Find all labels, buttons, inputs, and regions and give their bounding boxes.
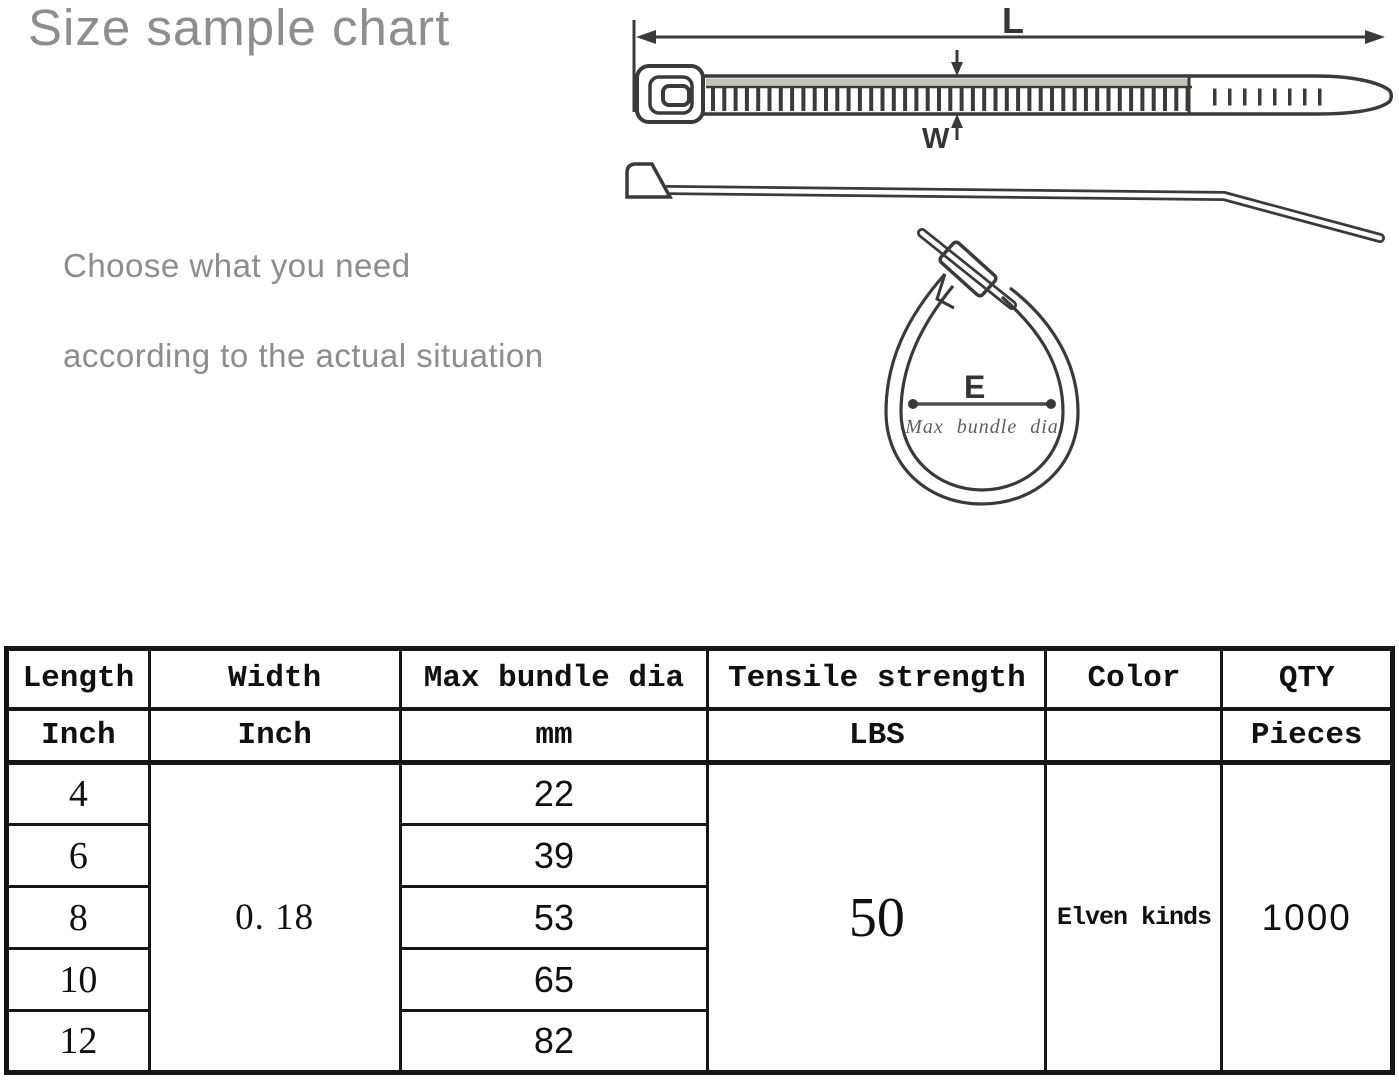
dia-value: 22 — [400, 763, 708, 825]
length-value: 8 — [7, 887, 150, 949]
cable-tie-side-view — [627, 164, 1380, 238]
tensile-strength-value: 50 — [708, 763, 1046, 1073]
width-label: W — [922, 123, 950, 155]
cable-tie-top-view — [634, 0, 1391, 155]
color-value: Elven kinds — [1046, 763, 1222, 1073]
note-line-1: Choose what you need — [63, 247, 411, 284]
length-value: 6 — [7, 825, 150, 887]
header-max-bundle-dia: Max bundle dia — [400, 649, 708, 709]
table-header-row — [7, 649, 1393, 709]
header-length: Length — [7, 649, 150, 709]
unit-max-bundle-dia: mm — [400, 709, 708, 763]
unit-tensile-strength: LBS — [708, 709, 1046, 763]
header-color: Color — [1046, 649, 1222, 709]
unit-color — [1046, 709, 1222, 763]
length-label: L — [1002, 0, 1024, 41]
unit-width: Inch — [149, 709, 400, 763]
unit-qty: Pieces — [1222, 709, 1393, 763]
dia-value: 65 — [400, 949, 708, 1011]
bundle-label: E — [964, 369, 986, 405]
length-value: 12 — [7, 1011, 150, 1073]
dia-value: 39 — [400, 825, 708, 887]
side-view-head — [627, 164, 670, 197]
bundle-caption: Max bundle dia — [905, 416, 1059, 438]
header-qty: QTY — [1222, 649, 1393, 709]
header-tensile-strength: Tensile strength — [708, 649, 1046, 709]
size-spec-table — [4, 646, 1395, 1075]
table-unit-row — [7, 709, 1393, 763]
qty-value: 1000 — [1222, 763, 1393, 1073]
length-value: 4 — [7, 763, 150, 825]
header-width: Width — [149, 649, 400, 709]
cable-tie-loop-diagram — [886, 233, 1078, 504]
dia-value: 82 — [400, 1011, 708, 1073]
dia-value: 53 — [400, 887, 708, 949]
page-title: Size sample chart — [28, 0, 451, 56]
length-value: 10 — [7, 949, 150, 1011]
table-row — [7, 763, 1393, 825]
width-value: 0. 18 — [149, 763, 400, 1073]
strap-head — [637, 66, 703, 122]
unit-length: Inch — [7, 709, 150, 763]
note-line-2: according to the actual situation — [63, 337, 544, 374]
